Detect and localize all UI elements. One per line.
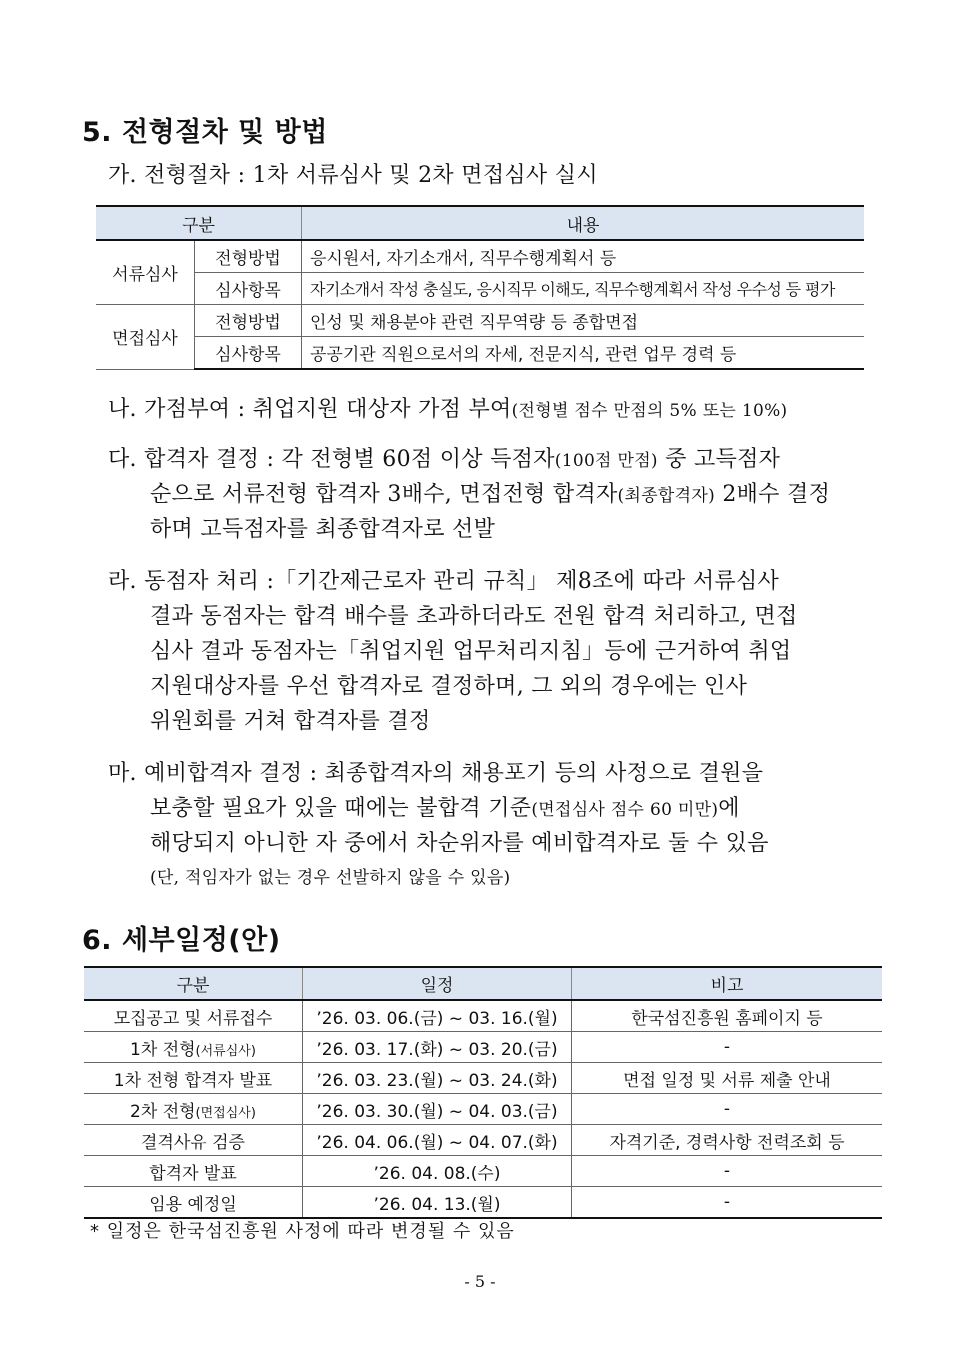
schedule-remark: 자격기준, 경력사항 전력조회 등 bbox=[572, 1125, 883, 1156]
item-ma-line2 bbox=[150, 791, 740, 822]
header-category: 구분 bbox=[96, 206, 302, 240]
content-cell: 공공기관 직원으로서의 자세, 전문지식, 관련 업무 경력 등 bbox=[302, 337, 865, 370]
table-row bbox=[84, 1032, 882, 1063]
header-schedule: 일정 bbox=[303, 967, 572, 1000]
item-da-text: 2배수 결정 bbox=[715, 482, 831, 507]
item-ma-text: 에 bbox=[718, 796, 740, 821]
schedule-label bbox=[84, 1156, 303, 1187]
item-ma-line3: 해당되지 아니한 자 중에서 차순위자를 예비합격자로 둘 수 있음 bbox=[150, 831, 769, 856]
table-row bbox=[96, 337, 864, 370]
schedule-remark: - bbox=[572, 1187, 883, 1219]
item-ra-line1: 라. 동점자 처리 :「기간제근로자 관리 규칙」 제8조에 따라 서류심사 bbox=[108, 569, 780, 594]
header-content: 내용 bbox=[302, 206, 865, 240]
item-da-text: 중 고득점자 bbox=[657, 447, 781, 472]
table-row bbox=[84, 1125, 882, 1156]
schedule-remark: - bbox=[572, 1156, 883, 1187]
item-da-line2 bbox=[150, 477, 830, 508]
item-da-text: 다. 합격자 결정 : 각 전형별 60점 이상 득점자 bbox=[108, 447, 555, 472]
item-na-note: (전형별 점수 만점의 5% 또는 10%) bbox=[511, 401, 788, 421]
content-cell: 인성 및 채용분야 관련 직무역량 등 종합면접 bbox=[302, 305, 865, 337]
table-row bbox=[96, 240, 864, 273]
schedule-date: ’26. 04. 06.(월) ~ 04. 07.(화) bbox=[303, 1125, 572, 1156]
table-header-row bbox=[84, 967, 882, 1000]
schedule-date: ’26. 03. 17.(화) ~ 03. 20.(금) bbox=[303, 1032, 572, 1063]
sub-label: 전형방법 bbox=[195, 305, 302, 337]
schedule-remark: 면접 일정 및 서류 제출 안내 bbox=[572, 1063, 883, 1094]
schedule-table bbox=[84, 966, 882, 1219]
schedule-label bbox=[84, 1000, 303, 1032]
item-ma-line4: (단, 적임자가 없는 경우 선발하지 않을 수 있음) bbox=[150, 868, 511, 888]
schedule-date: ’26. 03. 23.(월) ~ 03. 24.(화) bbox=[303, 1063, 572, 1094]
table-row bbox=[84, 1094, 882, 1125]
schedule-label-text: 1차 전형 합격자 발표 bbox=[113, 1070, 273, 1091]
item-ra-line4: 지원대상자를 우선 합격자로 결정하며, 그 외의 경우에는 인사 bbox=[150, 674, 748, 699]
table-row bbox=[84, 1063, 882, 1094]
item-ma-text: 보충할 필요가 있을 때에는 불합격 기준 bbox=[150, 796, 532, 821]
schedule-label-text: 임용 예정일 bbox=[149, 1194, 237, 1215]
screening-method-table bbox=[96, 205, 864, 370]
item-da-line1 bbox=[108, 442, 780, 473]
section-6-title: 6. 세부일정(안) bbox=[82, 925, 281, 956]
schedule-date: ’26. 04. 08.(수) bbox=[303, 1156, 572, 1187]
schedule-label-note: (면접심사) bbox=[195, 1105, 256, 1121]
item-ma-line1: 마. 예비합격자 결정 : 최종합격자의 채용포기 등의 사정으로 결원을 bbox=[108, 761, 764, 786]
header-category: 구분 bbox=[84, 967, 303, 1000]
sub-label: 심사항목 bbox=[195, 337, 302, 370]
schedule-footnote: * 일정은 한국섬진흥원 사정에 따라 변경될 수 있음 bbox=[90, 1221, 515, 1242]
schedule-remark: - bbox=[572, 1032, 883, 1063]
header-remark: 비고 bbox=[572, 967, 883, 1000]
schedule-date: ’26. 04. 13.(월) bbox=[303, 1187, 572, 1219]
table-row bbox=[84, 1187, 882, 1219]
schedule-label-text: 합격자 발표 bbox=[149, 1163, 237, 1184]
item-da-note: (최종합격자) bbox=[617, 486, 716, 506]
schedule-remark: - bbox=[572, 1094, 883, 1125]
schedule-label bbox=[84, 1063, 303, 1094]
schedule-label-note: (서류심사) bbox=[195, 1043, 256, 1059]
content-cell: 자기소개서 작성 충실도, 응시직무 이해도, 직무수행계획서 작성 우수성 등 평가 bbox=[302, 273, 865, 305]
item-ra-line3: 심사 결과 동점자는「취업지원 업무처리지침」등에 근거하여 취업 bbox=[150, 639, 792, 664]
schedule-label-text: 결격사유 검증 bbox=[141, 1132, 245, 1153]
item-da-text: 순으로 서류전형 합격자 3배수, 면접전형 합격자 bbox=[150, 482, 618, 507]
schedule-label bbox=[84, 1125, 303, 1156]
table-row bbox=[84, 1156, 882, 1187]
schedule-date: ’26. 03. 06.(금) ~ 03. 16.(월) bbox=[303, 1000, 572, 1032]
item-ra-line5: 위원회를 거쳐 합격자를 결정 bbox=[150, 709, 431, 734]
item-ga: 가. 전형절차 : 1차 서류심사 및 2차 면접심사 실시 bbox=[108, 163, 598, 188]
item-da-note: (100점 만점) bbox=[554, 451, 658, 471]
table-row bbox=[96, 305, 864, 337]
table-row bbox=[84, 1000, 882, 1032]
section-5-title: 5. 전형절차 및 방법 bbox=[82, 117, 328, 148]
sub-label: 심사항목 bbox=[195, 273, 302, 305]
schedule-label bbox=[84, 1094, 303, 1125]
group-document-review: 서류심사 bbox=[96, 240, 195, 305]
item-na-main: 나. 가점부여 : 취업지원 대상자 가점 부여 bbox=[108, 397, 512, 422]
item-ra-line2: 결과 동점자는 합격 배수를 초과하더라도 전원 합격 처리하고, 면접 bbox=[150, 604, 798, 629]
item-na bbox=[108, 392, 787, 423]
schedule-label bbox=[84, 1032, 303, 1063]
schedule-label-text: 1차 전형 bbox=[130, 1039, 196, 1060]
schedule-date: ’26. 03. 30.(월) ~ 04. 03.(금) bbox=[303, 1094, 572, 1125]
table-header-row bbox=[96, 206, 864, 240]
table-row bbox=[96, 273, 864, 305]
schedule-remark: 한국섬진흥원 홈페이지 등 bbox=[572, 1000, 883, 1032]
group-interview: 면접심사 bbox=[96, 305, 195, 370]
page-number: - 5 - bbox=[464, 1272, 496, 1291]
sub-label: 전형방법 bbox=[195, 240, 302, 273]
item-ma-note: (면접심사 점수 60 미만) bbox=[531, 800, 719, 820]
schedule-label-text: 모집공고 및 서류접수 bbox=[113, 1008, 273, 1029]
schedule-label-text: 2차 전형 bbox=[130, 1101, 196, 1122]
schedule-label bbox=[84, 1187, 303, 1219]
item-da-line3: 하며 고득점자를 최종합격자로 선발 bbox=[150, 517, 496, 542]
content-cell: 응시원서, 자기소개서, 직무수행계획서 등 bbox=[302, 240, 865, 273]
